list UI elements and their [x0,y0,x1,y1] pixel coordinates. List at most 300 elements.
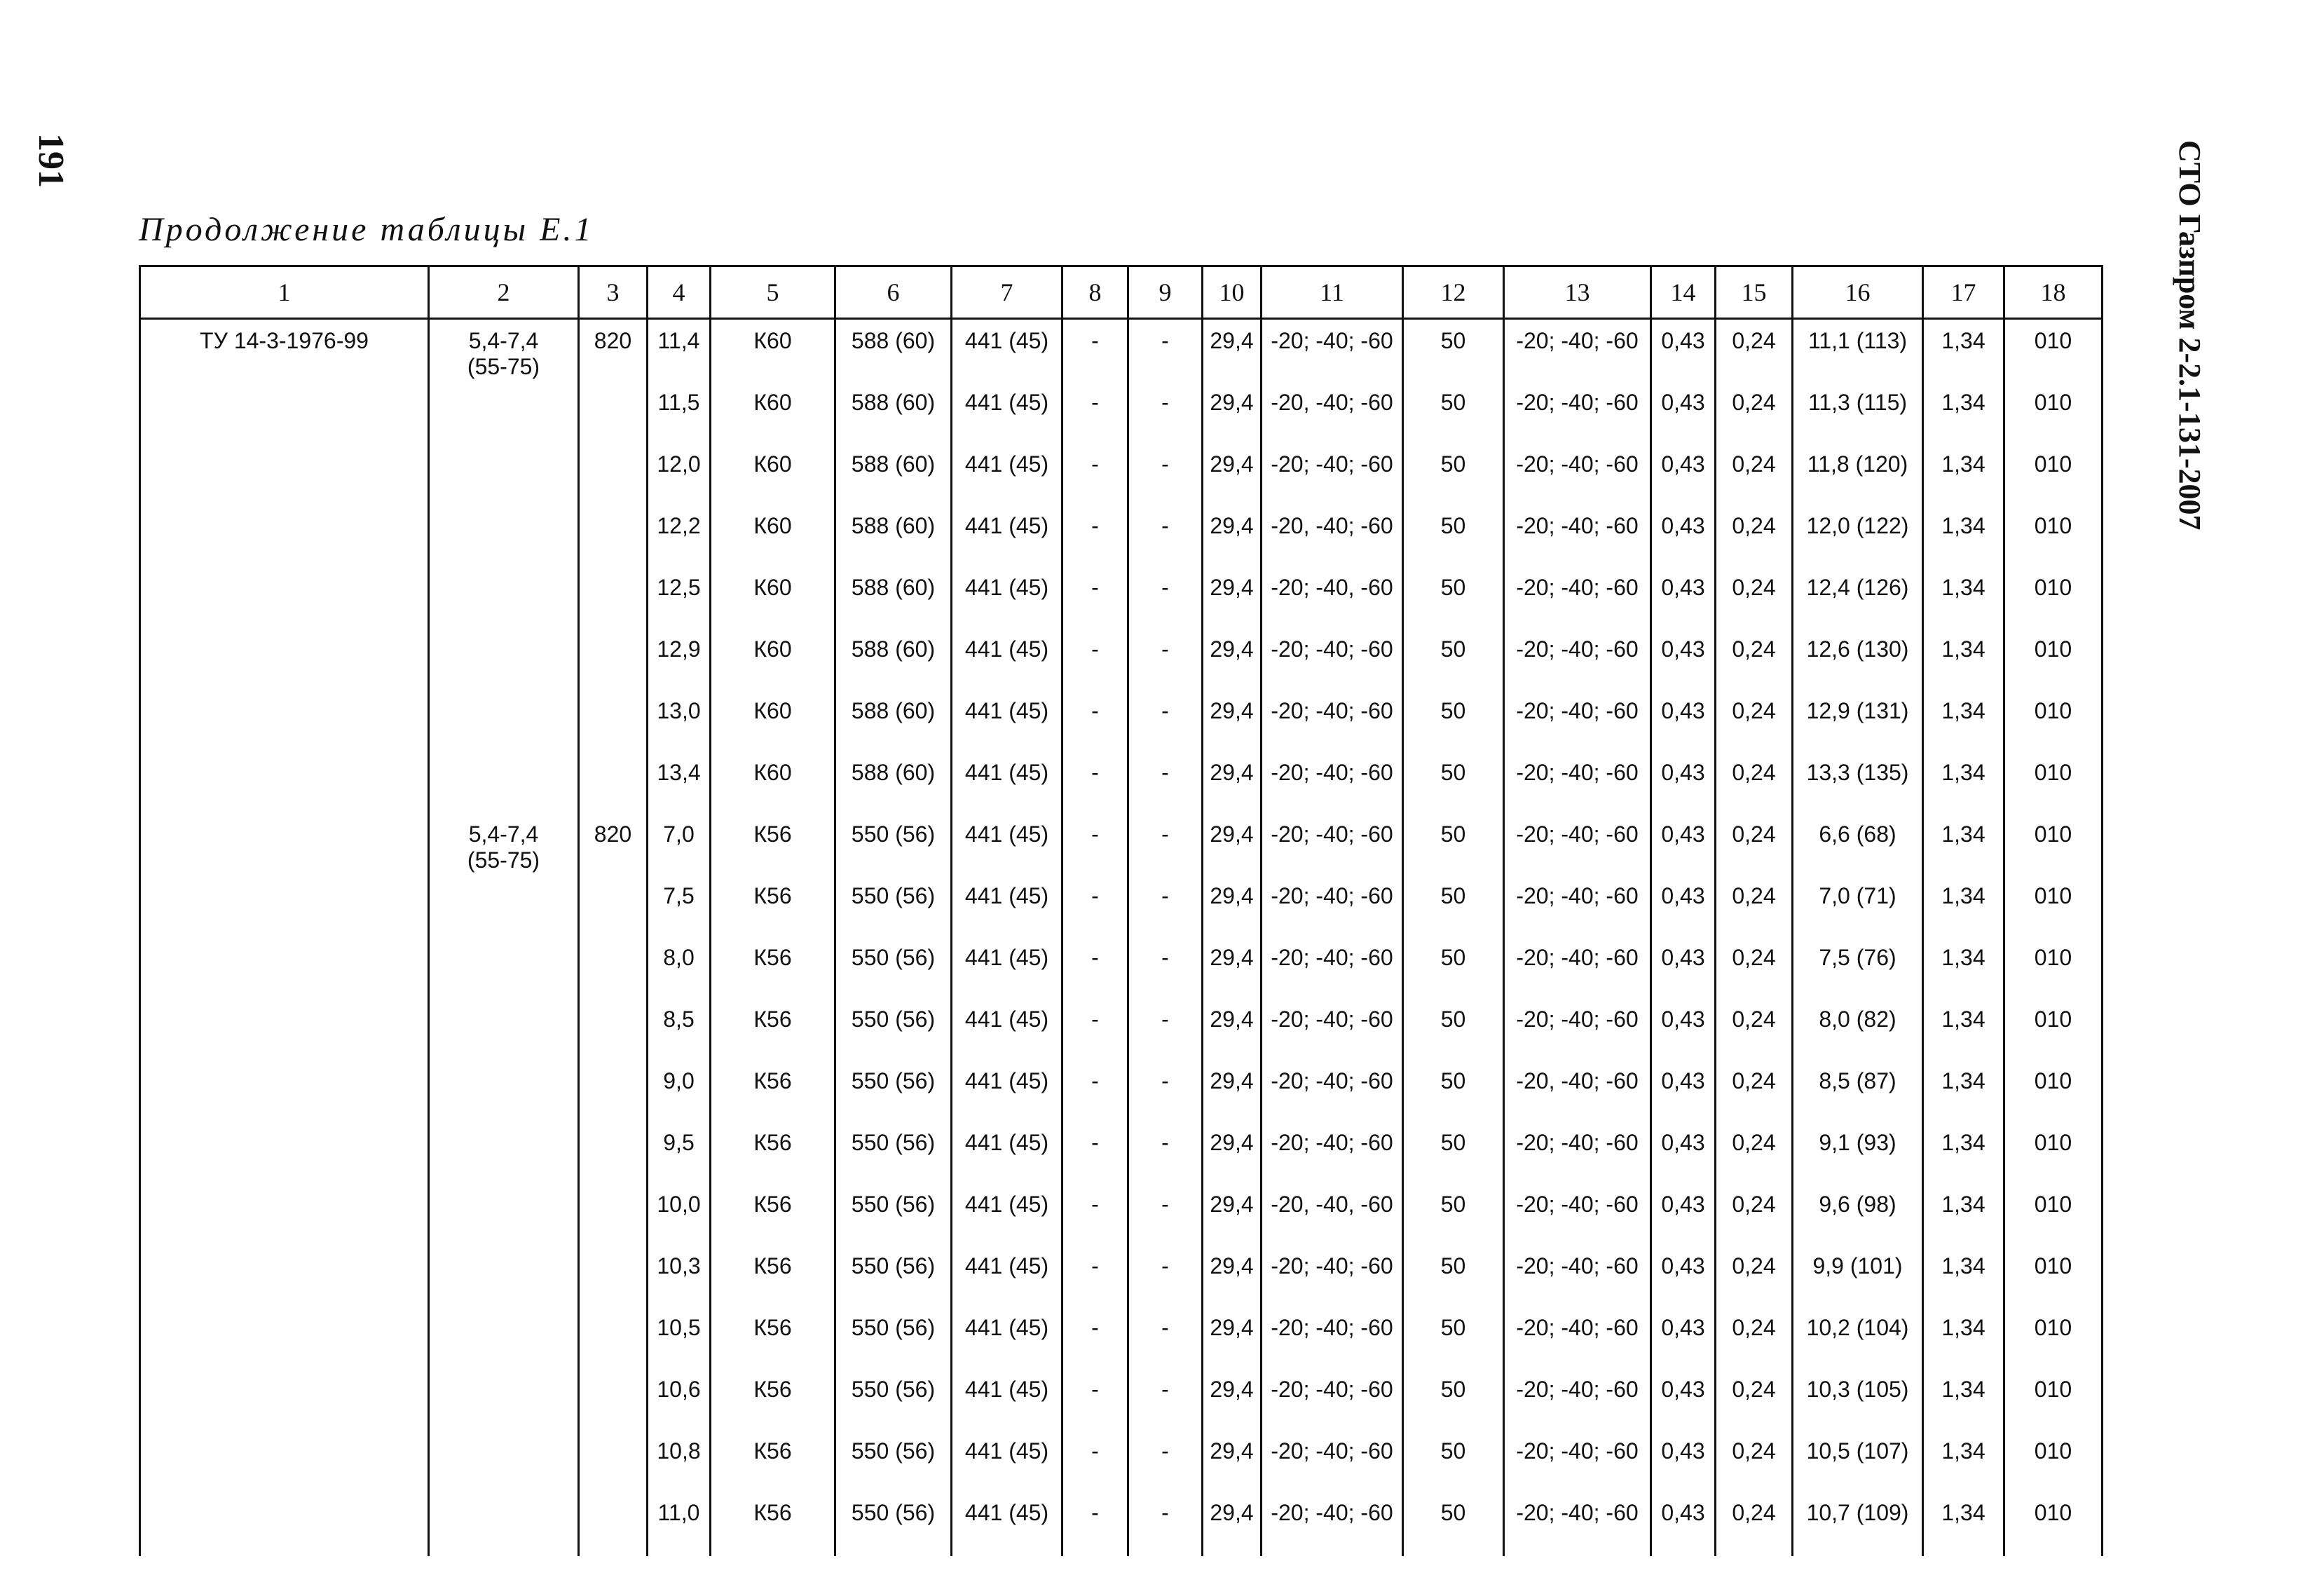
table-cell: 0,43 [1651,693,1716,754]
table-cell: -20; -40; -60 [1504,446,1651,507]
table-cell: 588 (60) [835,446,952,507]
table-cell: 0,24 [1716,1248,1793,1309]
table-cell: 550 (56) [835,878,952,939]
table-cell: - [1128,507,1203,569]
table-cell: 0,24 [1716,631,1793,693]
table-cell: 010 [2004,1248,2103,1309]
table-cell: - [1062,1063,1128,1124]
table-cell: - [1128,816,1203,878]
table-cell: - [1062,1371,1128,1433]
col-header: 6 [835,266,952,319]
table-cell: - [1128,1248,1203,1309]
table-cell: 441 (45) [952,1248,1062,1309]
table-cell: 550 (56) [835,1186,952,1248]
table-cell: 441 (45) [952,1001,1062,1063]
table-cell: -20; -40; -60 [1262,1433,1403,1494]
table-cell: - [1062,1248,1128,1309]
table-cell: 29,4 [1203,569,1262,631]
table-cell: К60 [711,754,835,816]
table-cell: 0,24 [1716,569,1793,631]
col-header: 14 [1651,266,1716,319]
table-cell: -20; -40; -60 [1504,878,1651,939]
table-cell: 50 [1403,507,1504,569]
table-cell: 010 [2004,1494,2103,1556]
table-cell: 1,34 [1923,1063,2004,1124]
col-header: 4 [648,266,711,319]
table-cell: 010 [2004,631,2103,693]
table-cell: 1,34 [1923,1248,2004,1309]
table-cell: -20; -40; -60 [1262,1063,1403,1124]
table-cell: 010 [2004,507,2103,569]
table-cell: 0,43 [1651,878,1716,939]
table-cell: 550 (56) [835,1124,952,1186]
table-cell: -20; -40; -60 [1504,1001,1651,1063]
table-cell: 29,4 [1203,1433,1262,1494]
table-cell: - [1128,754,1203,816]
table-cell: 010 [2004,1309,2103,1371]
table-cell: 0,24 [1716,384,1793,446]
table-cell: 441 (45) [952,569,1062,631]
table-cell: 010 [2004,319,2103,385]
table-cell: К60 [711,693,835,754]
table-cell: 8,0 (82) [1793,1001,1923,1063]
table-cell: 10,6 [648,1371,711,1433]
table-cell: -20; -40; -60 [1262,1494,1403,1556]
table-cell: 010 [2004,384,2103,446]
table-cell: - [1128,1186,1203,1248]
table-cell: - [1128,446,1203,507]
table-cell: 0,43 [1651,1309,1716,1371]
table-cell: 010 [2004,1371,2103,1433]
table-cell: К60 [711,507,835,569]
table-cell: -20; -40; -60 [1504,631,1651,693]
table-cell: - [1062,754,1128,816]
table-cell: 550 (56) [835,1248,952,1309]
table-cell: К56 [711,878,835,939]
table-cell: - [1128,1494,1203,1556]
table-cell: 50 [1403,693,1504,754]
table-cell: - [1128,631,1203,693]
table-cell: 010 [2004,1001,2103,1063]
col-header: 17 [1923,266,2004,319]
table-cell: 29,4 [1203,1248,1262,1309]
table-cell: - [1062,384,1128,446]
table-cell: 10,5 [648,1309,711,1371]
table-cell: 010 [2004,939,2103,1001]
table-cell: 29,4 [1203,319,1262,385]
cell-col2 [429,816,579,1556]
table-cell: 29,4 [1203,1371,1262,1433]
table-cell: 9,6 (98) [1793,1186,1923,1248]
table-cell: 50 [1403,631,1504,693]
table-cell: 0,43 [1651,939,1716,1001]
cell-col2-line1: 5,4-7,4 [468,821,539,847]
table-cell: 8,0 [648,939,711,1001]
table-cell: 50 [1403,939,1504,1001]
table-cell: - [1062,446,1128,507]
table-cell: 441 (45) [952,939,1062,1001]
cell-col2-line2: (55-75) [467,847,540,873]
table-cell: 550 (56) [835,1371,952,1433]
table-cell: 12,9 [648,631,711,693]
table-cell: -20; -40; -60 [1262,939,1403,1001]
col-header: 13 [1504,266,1651,319]
table-cell: -20; -40; -60 [1504,1309,1651,1371]
table-cell: 010 [2004,1124,2103,1186]
table-cell: 1,34 [1923,754,2004,816]
document-code: СТО Газпром 2-2.1-131-2007 [2173,140,2207,531]
table-cell: 6,6 (68) [1793,816,1923,878]
table-cell: 441 (45) [952,1433,1062,1494]
table-cell: - [1062,878,1128,939]
table-cell: 7,5 (76) [1793,939,1923,1001]
table-cell: К60 [711,631,835,693]
table-cell: 1,34 [1923,816,2004,878]
table-cell: 0,43 [1651,319,1716,385]
table-cell: 50 [1403,1433,1504,1494]
table-cell: 12,4 (126) [1793,569,1923,631]
table-cell: 010 [2004,693,2103,754]
table-cell: К56 [711,1124,835,1186]
table-cell: 29,4 [1203,384,1262,446]
table-cell: 0,24 [1716,939,1793,1001]
table-cell: -20; -40; -60 [1262,1309,1403,1371]
table-cell: - [1128,939,1203,1001]
table-cell: 0,24 [1716,1371,1793,1433]
table-cell: -20; -40; -60 [1504,1248,1651,1309]
table-cell: 0,43 [1651,446,1716,507]
table-cell: 50 [1403,446,1504,507]
table-cell: - [1062,569,1128,631]
table-cell: 1,34 [1923,1371,2004,1433]
table-cell: 11,3 (115) [1793,384,1923,446]
table-cell: 550 (56) [835,939,952,1001]
table-cell: 1,34 [1923,1124,2004,1186]
table-cell: - [1062,1309,1128,1371]
table-cell: 441 (45) [952,1124,1062,1186]
table-cell: -20; -40, -60 [1262,569,1403,631]
table-cell: 1,34 [1923,1309,2004,1371]
table-cell: 0,43 [1651,1371,1716,1433]
table-cell: 7,5 [648,878,711,939]
table-cell: 1,34 [1923,1433,2004,1494]
table-cell: 1,34 [1923,507,2004,569]
table-cell: К56 [711,939,835,1001]
table-cell: 1,34 [1923,1186,2004,1248]
table-cell: 10,2 (104) [1793,1309,1923,1371]
table-cell: 0,43 [1651,1248,1716,1309]
table-cell: К56 [711,1433,835,1494]
table-cell: 0,43 [1651,1186,1716,1248]
table-cell: 8,5 (87) [1793,1063,1923,1124]
table-cell: 0,43 [1651,1063,1716,1124]
table-cell: 441 (45) [952,319,1062,385]
col-header: 16 [1793,266,1923,319]
table-cell: 10,3 [648,1248,711,1309]
cell-col2-line2: (55-75) [467,354,540,379]
table-cell: 9,0 [648,1063,711,1124]
table-cell: К56 [711,1494,835,1556]
table-cell: К56 [711,816,835,878]
table-cell: - [1062,631,1128,693]
table-cell: 10,8 [648,1433,711,1494]
table-cell: 0,43 [1651,1433,1716,1494]
table-cell: 10,0 [648,1186,711,1248]
table-cell: -20; -40; -60 [1262,1001,1403,1063]
table-cell: 550 (56) [835,1309,952,1371]
table-cell: - [1128,319,1203,385]
table-cell: 1,34 [1923,878,2004,939]
specification-table [139,265,2103,1556]
table-cell: 29,4 [1203,1001,1262,1063]
col-header: 5 [711,266,835,319]
table-cell: 0,43 [1651,754,1716,816]
table-cell: 588 (60) [835,319,952,385]
table-cell: -20; -40; -60 [1262,631,1403,693]
table-cell: К60 [711,446,835,507]
table-cell: 441 (45) [952,1063,1062,1124]
table-cell: 010 [2004,1186,2103,1248]
table-cell: 9,1 (93) [1793,1124,1923,1186]
table-cell: 0,24 [1716,816,1793,878]
table-cell: 50 [1403,1063,1504,1124]
table-cell: 550 (56) [835,816,952,878]
table-cell: 29,4 [1203,1186,1262,1248]
table-cell: 11,0 [648,1494,711,1556]
cell-col3: 820 [579,319,648,817]
table-cell: 12,5 [648,569,711,631]
col-header: 9 [1128,266,1203,319]
table-cell: 0,24 [1716,878,1793,939]
table-cell: -20; -40; -60 [1262,754,1403,816]
table-cell: -20; -40; -60 [1504,816,1651,878]
table-cell: - [1128,569,1203,631]
table-cell: 12,0 [648,446,711,507]
table-cell: 1,34 [1923,1001,2004,1063]
table-cell: 588 (60) [835,631,952,693]
table-cell: -20; -40; -60 [1262,319,1403,385]
table-cell: - [1128,1001,1203,1063]
table-cell: 29,4 [1203,1124,1262,1186]
table-cell: К56 [711,1248,835,1309]
table-cell: 29,4 [1203,631,1262,693]
table-cell: 441 (45) [952,631,1062,693]
table-cell: 50 [1403,384,1504,446]
col-header: 2 [429,266,579,319]
table-cell: 0,24 [1716,446,1793,507]
table-cell: - [1062,693,1128,754]
table-cell: 010 [2004,1433,2103,1494]
table-cell: 441 (45) [952,816,1062,878]
table-cell: -20; -40; -60 [1504,1186,1651,1248]
table-cell: - [1062,1124,1128,1186]
table-cell: - [1128,384,1203,446]
table-cell: 50 [1403,1494,1504,1556]
table-cell: -20, -40; -60 [1262,384,1403,446]
table-cell: К60 [711,569,835,631]
col-header: 1 [140,266,429,319]
table-cell: - [1062,1001,1128,1063]
table-cell: 50 [1403,1309,1504,1371]
table-cell: -20; -40; -60 [1504,939,1651,1001]
table-cell: 441 (45) [952,754,1062,816]
table-cell: 0,43 [1651,384,1716,446]
table-cell: -20; -40; -60 [1504,693,1651,754]
table-cell: 0,43 [1651,1124,1716,1186]
cell-col3: 820 [579,816,648,1556]
table-cell: 7,0 [648,816,711,878]
table-cell: 1,34 [1923,693,2004,754]
table-cell: 29,4 [1203,1494,1262,1556]
cell-col2-line1: 5,4-7,4 [468,328,539,353]
table-body [140,319,2103,1557]
table-cell: 588 (60) [835,754,952,816]
col-header: 11 [1262,266,1403,319]
table-cell: 29,4 [1203,816,1262,878]
table-cell: 1,34 [1923,446,2004,507]
table-cell: 0,24 [1716,693,1793,754]
table-cell: 7,0 (71) [1793,878,1923,939]
table-cell: - [1062,507,1128,569]
table-cell: 9,5 [648,1124,711,1186]
table-cell: 010 [2004,1063,2103,1124]
table-cell: 1,34 [1923,384,2004,446]
table-cell: - [1062,939,1128,1001]
table-cell: 0,24 [1716,319,1793,385]
table-cell: 1,34 [1923,319,2004,385]
table-cell: К56 [711,1001,835,1063]
table-cell: 10,7 (109) [1793,1494,1923,1556]
table-cell: 50 [1403,754,1504,816]
table-cell: 50 [1403,319,1504,385]
table-cell: 12,2 [648,507,711,569]
table-cell: -20; -40; -60 [1504,507,1651,569]
table-cell: - [1128,1124,1203,1186]
table-cell: 29,4 [1203,1063,1262,1124]
table-cell: - [1128,878,1203,939]
table-cell: - [1128,1309,1203,1371]
table-cell: 010 [2004,816,2103,878]
table-cell: -20, -40, -60 [1262,1186,1403,1248]
table-cell: -20; -40; -60 [1504,1433,1651,1494]
table-cell: 0,24 [1716,754,1793,816]
table-cell: 1,34 [1923,939,2004,1001]
table-cell: 441 (45) [952,446,1062,507]
table-cell: 0,43 [1651,569,1716,631]
table-cell: - [1062,816,1128,878]
table-cell: 29,4 [1203,939,1262,1001]
table-cell: - [1128,1063,1203,1124]
table-cell: - [1062,319,1128,385]
table-cell: 50 [1403,878,1504,939]
table-cell: -20; -40; -60 [1504,1494,1651,1556]
table-cell: -20, -40; -60 [1504,1063,1651,1124]
table-row [140,816,2103,878]
table-cell: 29,4 [1203,878,1262,939]
table-cell: 50 [1403,1001,1504,1063]
table-cell: 010 [2004,754,2103,816]
table-cell: 010 [2004,878,2103,939]
table-cell: 441 (45) [952,1371,1062,1433]
table-cell: - [1128,693,1203,754]
table-cell: -20; -40; -60 [1262,1371,1403,1433]
table-cell: К56 [711,1309,835,1371]
table-cell: - [1062,1494,1128,1556]
table-cell: 0,24 [1716,1186,1793,1248]
col-header: 18 [2004,266,2103,319]
table-cell: 29,4 [1203,446,1262,507]
table-cell: 13,3 (135) [1793,754,1923,816]
table-cell: - [1062,1186,1128,1248]
table-cell: - [1128,1371,1203,1433]
table-cell: -20; -40; -60 [1504,319,1651,385]
table-cell: 010 [2004,446,2103,507]
table-cell: 13,4 [648,754,711,816]
table-cell: 50 [1403,1124,1504,1186]
table-cell: 441 (45) [952,878,1062,939]
table-cell: -20; -40; -60 [1262,878,1403,939]
table-cell: 12,9 (131) [1793,693,1923,754]
table-cell: 588 (60) [835,569,952,631]
table-cell: 0,24 [1716,1433,1793,1494]
table-cell: 588 (60) [835,507,952,569]
table-cell: 010 [2004,569,2103,631]
col-header: 3 [579,266,648,319]
table-cell: -20; -40; -60 [1262,446,1403,507]
table-cell: 1,34 [1923,631,2004,693]
table-cell: 10,3 (105) [1793,1371,1923,1433]
table-cell: 9,9 (101) [1793,1248,1923,1309]
table-cell: 12,0 (122) [1793,507,1923,569]
table-cell: 441 (45) [952,1186,1062,1248]
table-cell: 29,4 [1203,1309,1262,1371]
table-cell: 29,4 [1203,754,1262,816]
table-cell: 50 [1403,1186,1504,1248]
table-cell: 588 (60) [835,693,952,754]
table-cell: -20; -40; -60 [1262,1248,1403,1309]
table-cell: 0,24 [1716,1309,1793,1371]
table-cell: 550 (56) [835,1001,952,1063]
table-cell: 441 (45) [952,1309,1062,1371]
table-cell: 13,0 [648,693,711,754]
table-cell: -20; -40; -60 [1504,754,1651,816]
table-cell: 11,8 (120) [1793,446,1923,507]
table-cell: 0,24 [1716,1124,1793,1186]
page-number: 191 [31,133,71,188]
cell-col2 [429,319,579,817]
header-row [140,266,2103,319]
col-header: 8 [1062,266,1128,319]
table-cell: 12,6 (130) [1793,631,1923,693]
col-header: 12 [1403,266,1504,319]
table-cell: 550 (56) [835,1433,952,1494]
table-cell: 0,24 [1716,1001,1793,1063]
table-cell: 0,24 [1716,1063,1793,1124]
table-cell: 0,43 [1651,816,1716,878]
table-cell: К60 [711,384,835,446]
table-cell: 0,43 [1651,507,1716,569]
table-cell: 441 (45) [952,384,1062,446]
table-cell: 50 [1403,1248,1504,1309]
table-cell: 10,5 (107) [1793,1433,1923,1494]
table-cell: - [1062,1433,1128,1494]
table-cell: 441 (45) [952,693,1062,754]
table-cell: 550 (56) [835,1494,952,1556]
table-cell: 550 (56) [835,1063,952,1124]
table-cell: 29,4 [1203,693,1262,754]
table-cell: 50 [1403,569,1504,631]
table-cell: 0,24 [1716,1494,1793,1556]
